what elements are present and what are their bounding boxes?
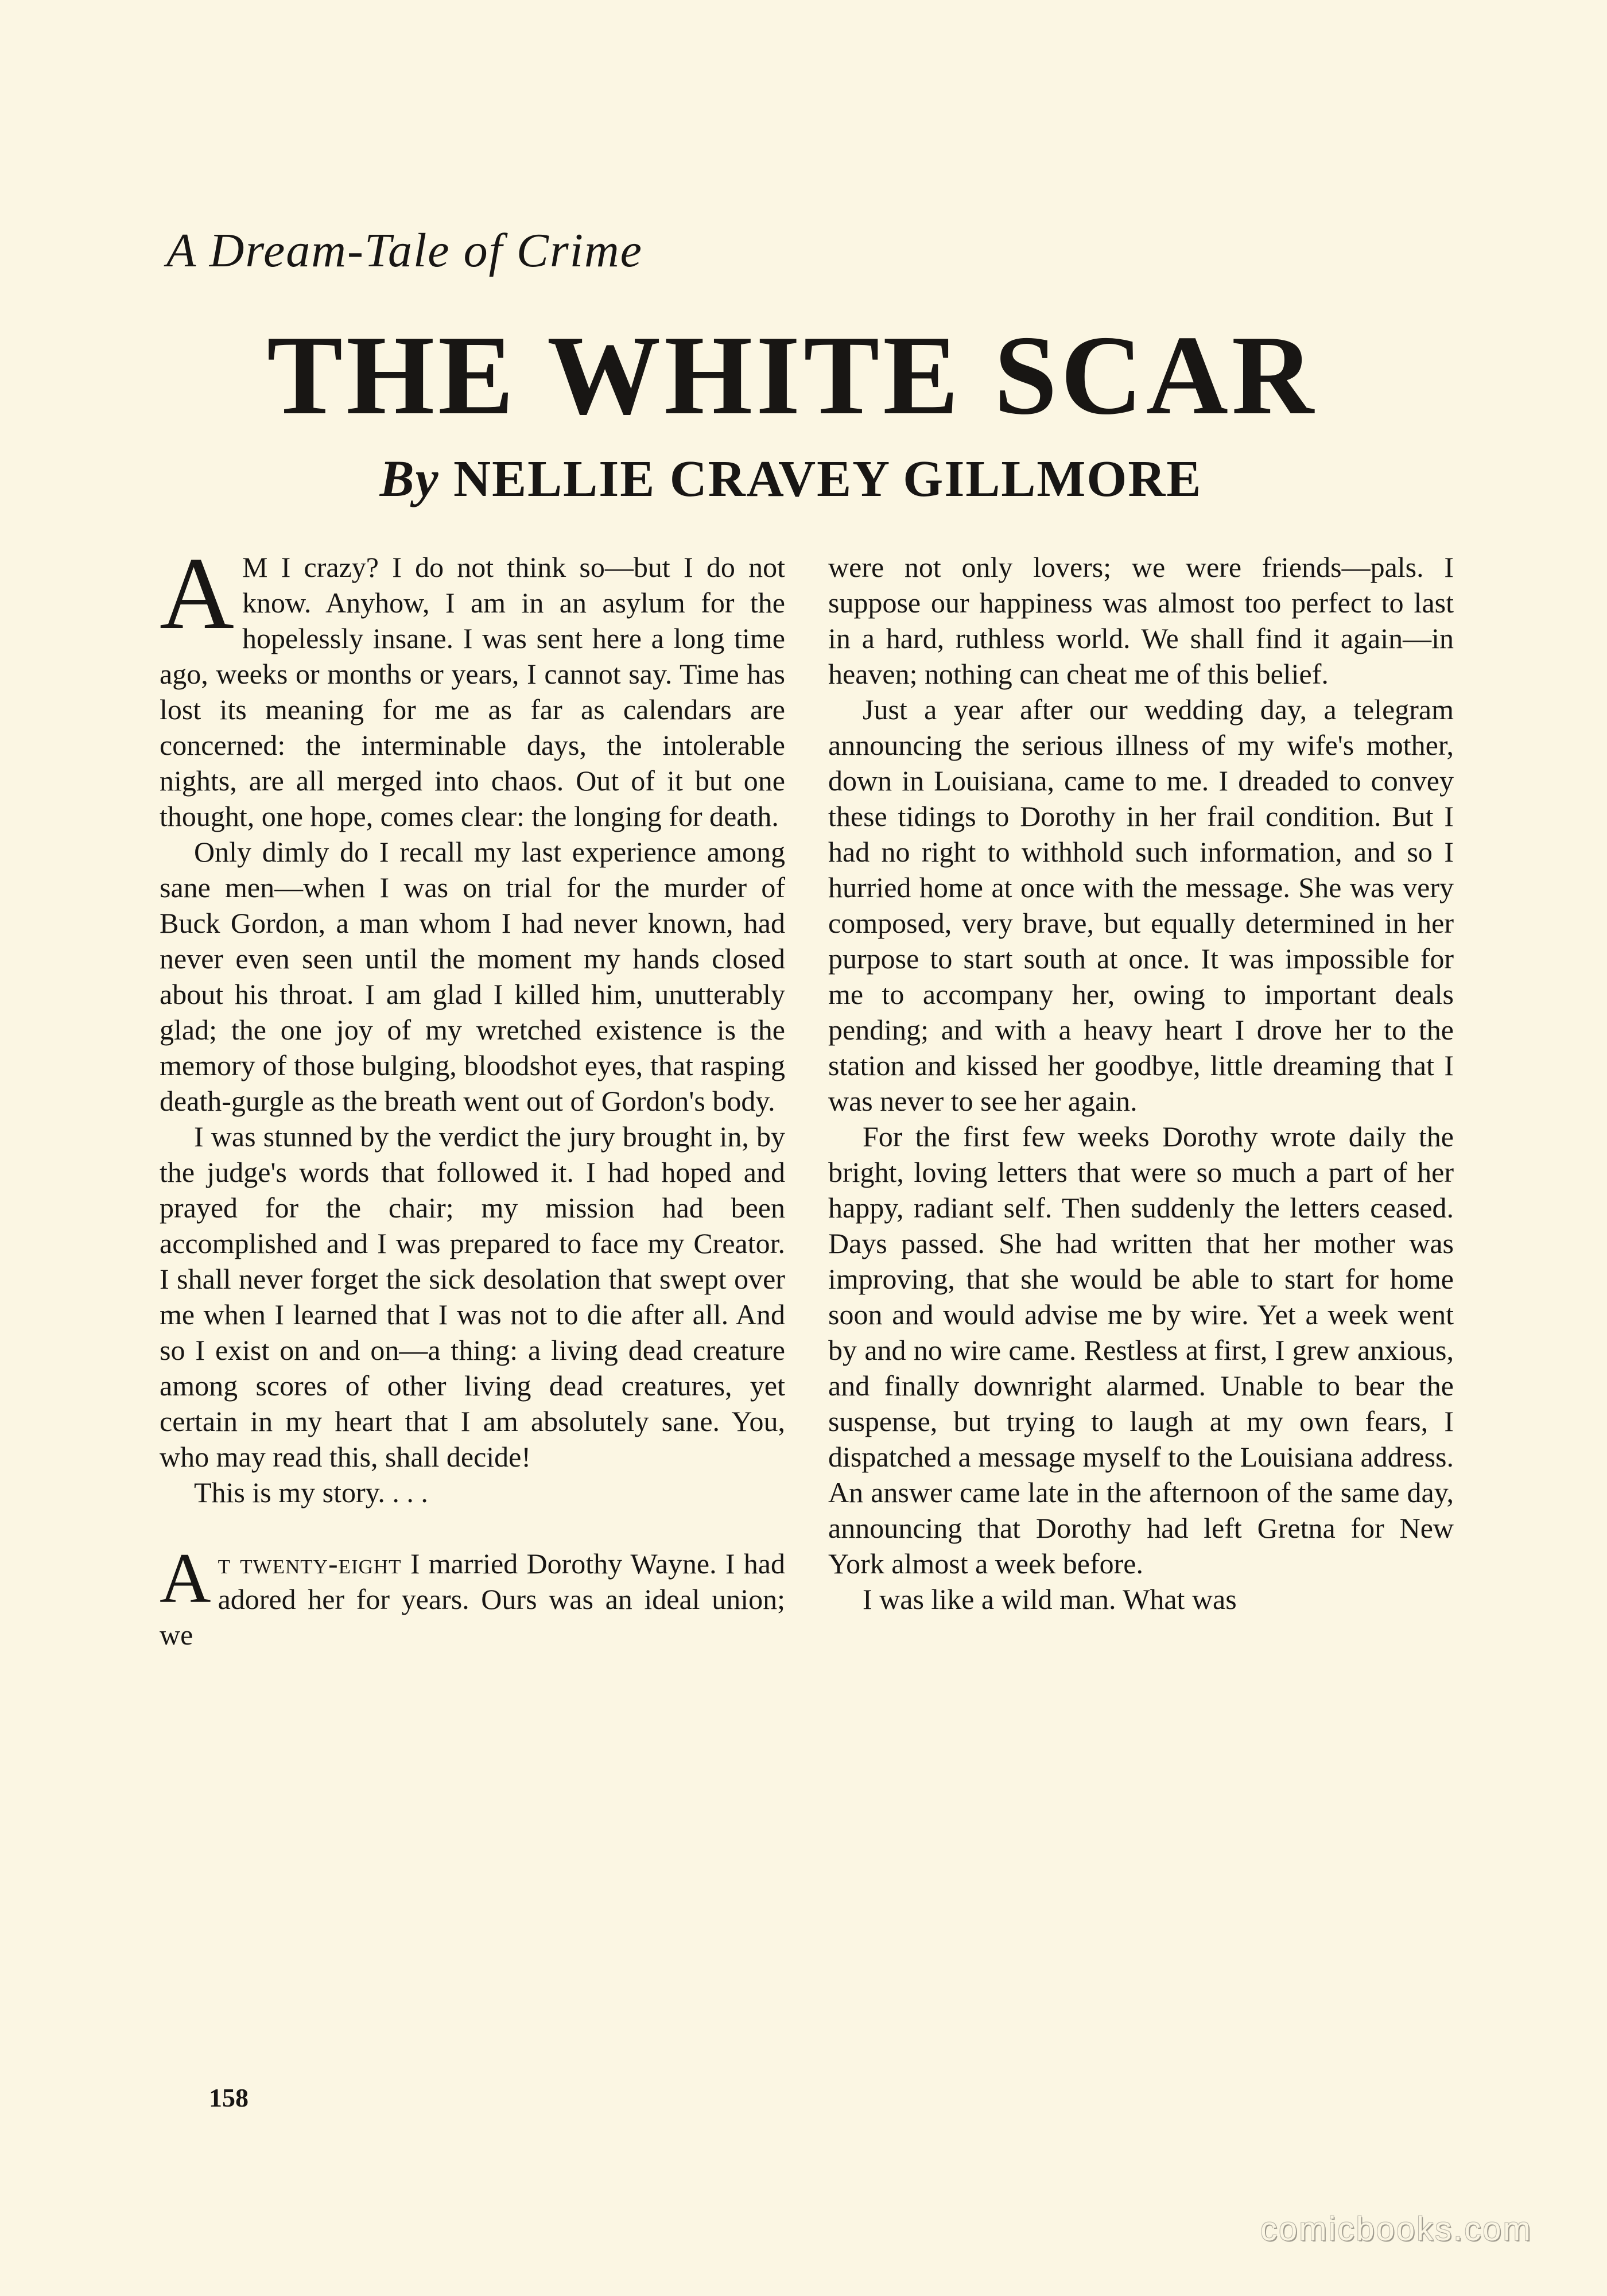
story-kicker: A Dream-Tale of Crime: [166, 224, 643, 277]
story-title: THE WHITE SCAR: [267, 312, 1317, 438]
paragraph: Only dimly do I recall my last experience among sane men—when I was on trial for the murder of Buck Gordon, a man whom I had never known, had never even seen until the moment my hands closed about his throat. I am glad I killed him, unutterably glad; the one joy of my wretched existence is the memory of those bulging, bloodshot eyes, that rasping death-gurgle as the breath went out of Gordon's body.: [160, 836, 785, 1117]
paragraph: I was stunned by the verdict the jury brought in, by the judge's words that followed it. I had hoped and prayed for the chair; my mission had been accomplished and I was prepared to face my Creator. I shall never forget the sick desolation that swept over me when I learned that I was not to die after all. And so I exist on and on—a thing: a living dead creature among scores of other living dead creatures, yet certain in my heart that I am absolutely sane. You, who may read this, shall decide!: [160, 1120, 785, 1473]
page-number: 158: [209, 2083, 249, 2112]
paragraph-text: I married Dorothy Wayne. I had adored her for years. Ours was an ideal union; we: [160, 1548, 785, 1651]
left-column: [160, 536, 785, 1653]
paragraph: Just a year after our wedding day, a telegram announcing the serious illness of my wife's mother, down in Louisiana, came to me. I dreaded to convey these tidings to Dorothy in her frail condition. But I had no right to withhold such information, and so I hurried home at once with the message. She was very composed, very brave, but equally determined in her purpose to start south at once. It was impossible for me to accompany her, owing to important deals pending; and with a heavy heart I drove her to the station and kissed her goodbye, little dreaming that I was never to see her again.: [828, 693, 1454, 1117]
byline-prefix: By: [379, 451, 440, 507]
paragraph: For the first few weeks Dorothy wrote daily the bright, loving letters that were so much a part of her happy, radiant self. Then suddenly the letters ceased. Days passed. She had written that her mother was improving, that she would be able to start for home soon and would advise me by wire. Yet a week went by and no wire came. Restless at first, I grew anxious, and finally downright alarmed. Unable to bear the suspense, but trying to laugh at my own fears, I dispatched a message myself to the Louisiana address. An answer came late in the afternoon of the same day, announcing that Dorothy had left Gretna for New York almost a week before.: [828, 1120, 1454, 1580]
watermark: comicbooks.com: [1260, 2210, 1532, 2248]
paragraph: This is my story. . . .: [194, 1476, 428, 1508]
author-name: NELLIE CRAVEY GILLMORE: [453, 451, 1202, 507]
drop-cap: A: [160, 536, 234, 650]
paragraph: were not only lovers; we were friends—pals. I suppose our happiness was almost too perfect to last in a hard, ruthless world. We shall find it again—in heaven; nothing can cheat me of this belief.: [828, 551, 1454, 690]
paragraph-section-start: [160, 1539, 785, 1653]
paragraph-text: M I crazy? I do not think so—but I do not know. Anyhow, I am in an asylum for the hopelessly insane. I was sent here a long time ago, weeks or months or years, I cannot say. Time has lost its meaning for me as far as calendars are concerned: the interminable days, the intolerable nights, are all merged into chaos. Out of it but one thought, one hope, comes clear: the longing for death.: [160, 551, 785, 832]
right-column: [828, 549, 1454, 1617]
paragraph: I was like a wild man. What was: [863, 1583, 1237, 1615]
drop-cap: A: [160, 1539, 211, 1618]
small-caps-lead: t twenty-eight: [218, 1548, 402, 1580]
byline: [0, 453, 1594, 505]
paragraph-opening: [160, 536, 785, 834]
